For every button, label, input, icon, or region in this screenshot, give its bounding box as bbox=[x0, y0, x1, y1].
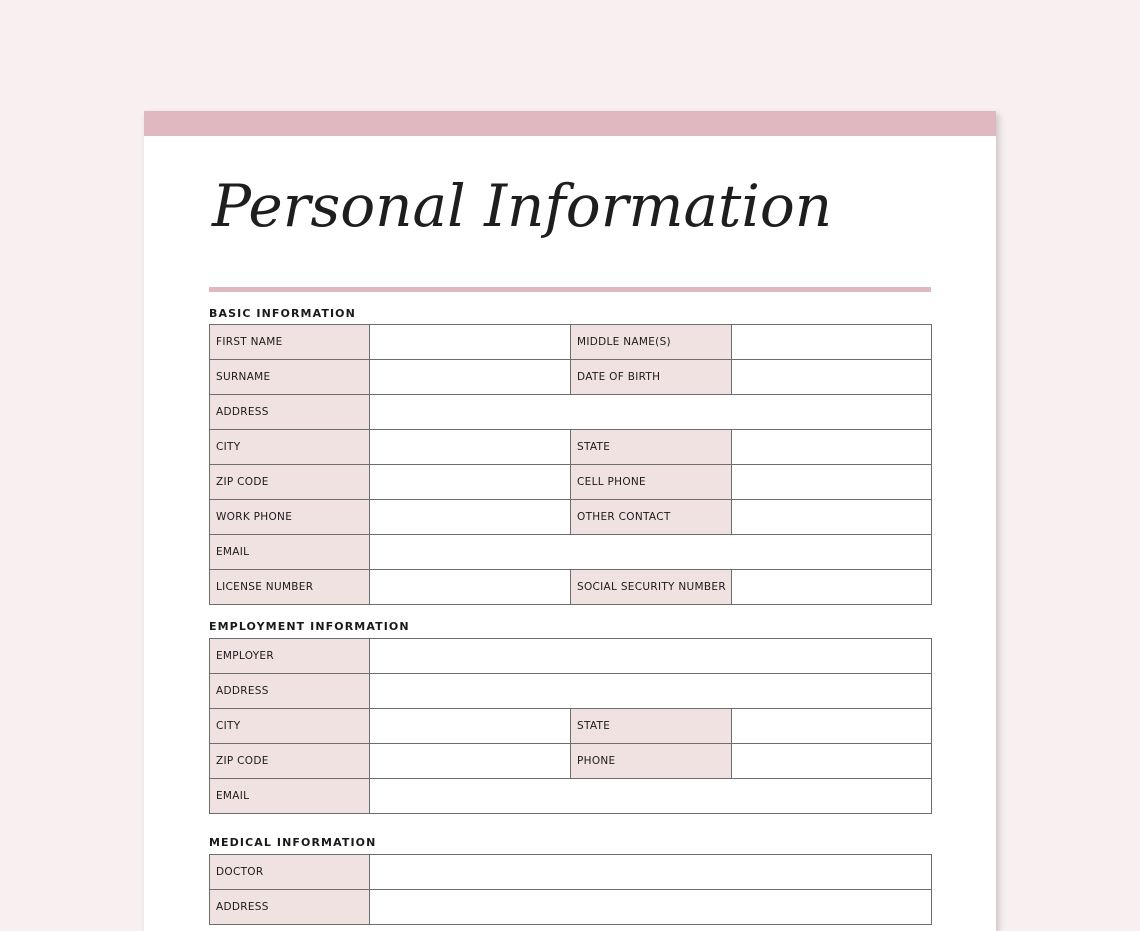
city-field[interactable] bbox=[370, 430, 571, 465]
table-row bbox=[210, 779, 932, 814]
email-label: EMAIL bbox=[210, 535, 370, 570]
table-row bbox=[210, 465, 932, 500]
table-row bbox=[210, 674, 932, 709]
employment-zip-code-label: ZIP CODE bbox=[210, 744, 370, 779]
employment-city-label: CITY bbox=[210, 709, 370, 744]
date-of-birth-field[interactable] bbox=[732, 360, 932, 395]
table-row bbox=[210, 890, 932, 925]
table-row bbox=[210, 855, 932, 890]
medical-info-table bbox=[209, 854, 932, 925]
license-number-field[interactable] bbox=[370, 570, 571, 605]
social-security-number-label: SOCIAL SECURITY NUMBER bbox=[571, 570, 732, 605]
work-phone-label: WORK PHONE bbox=[210, 500, 370, 535]
employer-field[interactable] bbox=[370, 639, 932, 674]
social-security-number-field[interactable] bbox=[732, 570, 932, 605]
zip-code-field[interactable] bbox=[370, 465, 571, 500]
city-label: CITY bbox=[210, 430, 370, 465]
doctor-label: DOCTOR bbox=[210, 855, 370, 890]
employment-zip-code-field[interactable] bbox=[370, 744, 571, 779]
table-row bbox=[210, 395, 932, 430]
table-row bbox=[210, 535, 932, 570]
medical-info-heading: MEDICAL INFORMATION bbox=[209, 836, 377, 849]
basic-info-heading: BASIC INFORMATION bbox=[209, 307, 356, 320]
medical-address-label: ADDRESS bbox=[210, 890, 370, 925]
first-name-label: FIRST NAME bbox=[210, 325, 370, 360]
employment-email-field[interactable] bbox=[370, 779, 932, 814]
title-divider bbox=[209, 287, 931, 292]
state-field[interactable] bbox=[732, 430, 932, 465]
cell-phone-label: CELL PHONE bbox=[571, 465, 732, 500]
zip-code-label: ZIP CODE bbox=[210, 465, 370, 500]
medical-address-field[interactable] bbox=[370, 890, 932, 925]
middle-names-field[interactable] bbox=[732, 325, 932, 360]
license-number-label: LICENSE NUMBER bbox=[210, 570, 370, 605]
table-row bbox=[210, 709, 932, 744]
employment-info-heading: EMPLOYMENT INFORMATION bbox=[209, 620, 410, 633]
table-row bbox=[210, 325, 932, 360]
state-label: STATE bbox=[571, 430, 732, 465]
employment-state-label: STATE bbox=[571, 709, 732, 744]
employment-city-field[interactable] bbox=[370, 709, 571, 744]
table-row bbox=[210, 430, 932, 465]
middle-names-label: MIDDLE NAME(S) bbox=[571, 325, 732, 360]
employer-label: EMPLOYER bbox=[210, 639, 370, 674]
employment-email-label: EMAIL bbox=[210, 779, 370, 814]
surname-label: SURNAME bbox=[210, 360, 370, 395]
date-of-birth-label: DATE OF BIRTH bbox=[571, 360, 732, 395]
employment-state-field[interactable] bbox=[732, 709, 932, 744]
employment-phone-label: PHONE bbox=[571, 744, 732, 779]
form-sheet bbox=[144, 111, 996, 931]
table-row bbox=[210, 570, 932, 605]
employment-address-label: ADDRESS bbox=[210, 674, 370, 709]
address-label: ADDRESS bbox=[210, 395, 370, 430]
employment-phone-field[interactable] bbox=[732, 744, 932, 779]
employment-address-field[interactable] bbox=[370, 674, 932, 709]
surname-field[interactable] bbox=[370, 360, 571, 395]
top-accent-band bbox=[144, 111, 996, 136]
employment-info-table bbox=[209, 638, 932, 814]
other-contact-field[interactable] bbox=[732, 500, 932, 535]
first-name-field[interactable] bbox=[370, 325, 571, 360]
table-row bbox=[210, 360, 932, 395]
email-field[interactable] bbox=[370, 535, 932, 570]
page-title: Personal Information bbox=[212, 172, 833, 240]
address-field[interactable] bbox=[370, 395, 932, 430]
table-row bbox=[210, 639, 932, 674]
cell-phone-field[interactable] bbox=[732, 465, 932, 500]
doctor-field[interactable] bbox=[370, 855, 932, 890]
basic-info-table bbox=[209, 324, 932, 605]
work-phone-field[interactable] bbox=[370, 500, 571, 535]
table-row bbox=[210, 500, 932, 535]
table-row bbox=[210, 744, 932, 779]
other-contact-label: OTHER CONTACT bbox=[571, 500, 732, 535]
